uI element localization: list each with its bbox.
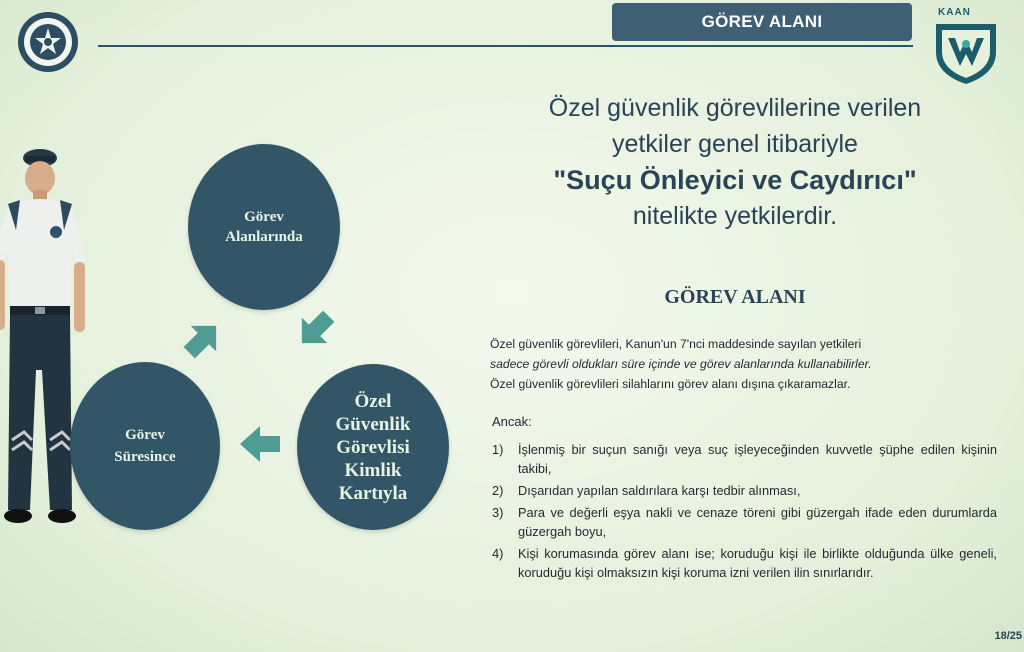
header-title-badge: GÖREV ALANI [612,3,912,41]
list-item-number: 2) [492,483,504,498]
cycle-node-gorev-suresince [70,362,220,530]
list-item [492,440,997,478]
list-item [492,503,997,541]
list-item [492,544,997,582]
cycle-arrow-left-icon [236,420,284,468]
intro-italic-line: sadece görevli oldukları süre içinde ve görev alanlarında kullanabilirler. [490,357,872,371]
list-item-text: Para ve değerli eşya nakli ve cenaze töreni gibi güzergah ifade eden durumlarda güzergah boyu, [518,505,997,539]
cycle-node-label: Özel Güvenlik Görevlisi Kimlik Kartıyla [335,390,411,504]
headline-line-4: nitelikte yetkilerdir. [632,202,838,230]
list-item-number: 1) [492,442,504,457]
cycle-arrow-up-right-icon [178,316,226,364]
headline [480,90,990,234]
list-item-text: Kişi korumasında görev alanı ise; koruduğu kişi ile birlikte olduğunda ülke geneli, koruduğu kişi olmaksızın kişi koruma izni verilen ilin sınırlarıdır. [518,546,997,580]
headline-line-2: yetkiler genel itibariyle [612,130,858,158]
cycle-node-label: Görev Alanlarında [225,209,303,245]
header-divider [98,45,913,47]
list-item-text: İşlenmiş bir suçun sanığı veya suç işleyeceğinden kuvvetle şüphe edilen kişinin takibi, [518,442,997,476]
ancak-label: Ancak: [492,414,532,429]
section-intro [490,334,1018,394]
police-emblem-logo [17,8,79,76]
intro-line-1: Özel güvenlik görevlileri, Kanun'un 7'nci maddesinde sayılan yetkileri [490,337,862,351]
exceptions-list [492,440,997,585]
intro-line-3: Özel güvenlik görevlileri silahlarını görev alanı dışına çıkaramazlar. [490,377,851,391]
kaan-shield-logo [930,8,1002,86]
list-item-number: 3) [492,505,504,520]
list-item-number: 4) [492,546,504,561]
page-number: 18/25 [994,630,1022,642]
cycle-node-gorev-alanlarinda [188,144,340,310]
section-title: GÖREV ALANI [664,286,806,308]
cycle-node-kimlik-karti [297,364,449,530]
list-item-text: Dışarıdan yapılan saldırılara karşı tedbir alınması, [518,483,801,498]
kaan-logo-text: KAAN [938,7,971,18]
headline-line-1: Özel güvenlik görevlilerine verilen [548,94,922,122]
headline-quote: "Suçu Önleyici ve Caydırıcı" [553,165,917,195]
cycle-arrow-down-right-icon [292,305,340,353]
cycle-node-label: Görev Süresince [114,427,176,465]
list-item [492,481,997,500]
